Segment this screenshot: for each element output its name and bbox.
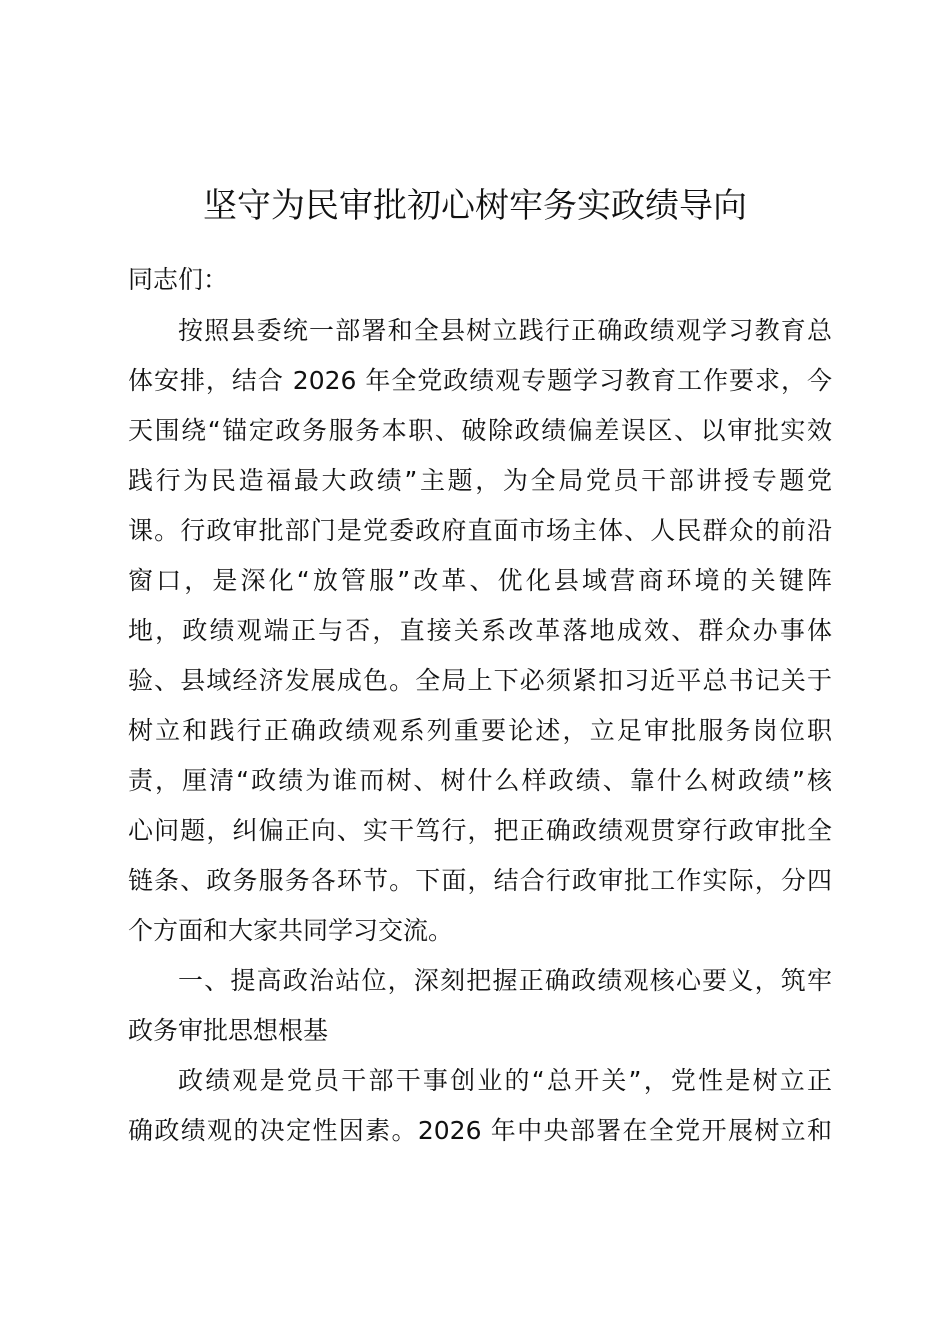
paragraph-intro	[128, 306, 832, 956]
text-line: 践行为民造福最大政绩”主题，为全局党员干部讲授专题党	[128, 466, 832, 495]
text-line: 地，政绩观端正与否，直接关系改革落地成效、群众办事体	[128, 616, 832, 645]
text-line: 树立和践行正确政绩观系列重要论述，立足审批服务岗位职	[128, 716, 832, 745]
greeting: 同志们：	[128, 265, 229, 294]
text-line: 个方面和大家共同学习交流。	[128, 916, 454, 945]
document-title: 坚守为民审批初心树牢务实政绩导向	[203, 186, 747, 226]
heading-line: 一、提高政治站位，深刻把握正确政绩观核心要义，筑牢	[178, 966, 832, 995]
text-line: 心问题，纠偏正向、实干笃行，把正确政绩观贯穿行政审批全	[128, 816, 832, 845]
text-line: 窗口，是深化“放管服”改革、优化县域营商环境的关键阵	[128, 566, 832, 595]
text-line: 链条、政务服务各环节。下面，结合行政审批工作实际，分四	[128, 866, 832, 895]
section-heading-1	[128, 956, 832, 1056]
text-line: 政绩观是党员干部干事创业的“总开关”，党性是树立正	[178, 1066, 832, 1095]
paragraph-section-1	[128, 1056, 832, 1156]
text-line: 按照县委统一部署和全县树立践行正确政绩观学习教育总	[178, 316, 832, 345]
text-line: 天围绕“锚定政务服务本职、破除政绩偏差误区、以审批实效	[128, 416, 832, 445]
text-line: 责，厘清“政绩为谁而树、树什么样政绩、靠什么树政绩”核	[128, 766, 832, 795]
text-line: 课。行政审批部门是党委政府直面市场主体、人民群众的前沿	[128, 516, 832, 545]
heading-line: 政务审批思想根基	[128, 1016, 329, 1045]
text-line: 体安排，结合 2026 年全党政绩观专题学习教育工作要求，今	[128, 366, 832, 395]
text-line: 确政绩观的决定性因素。2026 年中央部署在全党开展树立和	[128, 1116, 832, 1145]
text-line: 验、县域经济发展成色。全局上下必须紧扣习近平总书记关于	[128, 666, 832, 695]
